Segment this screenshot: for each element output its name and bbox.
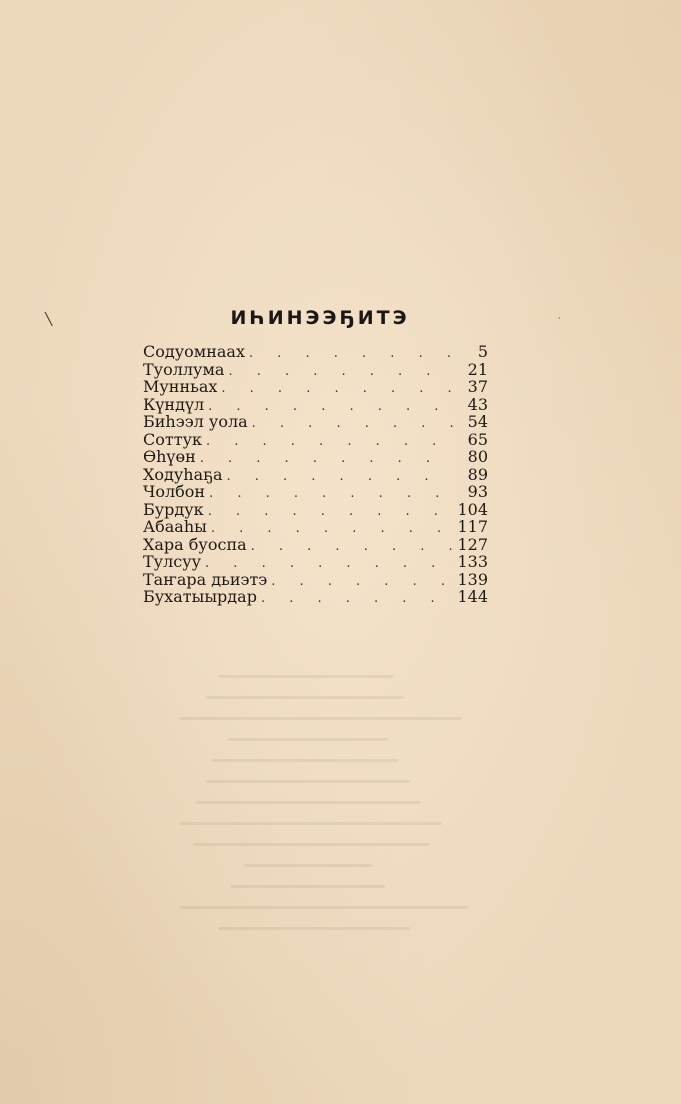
toc-entry bbox=[143, 536, 488, 554]
dot-leader bbox=[251, 538, 454, 556]
dot-leader bbox=[200, 450, 454, 468]
toc-entry-page: 37 bbox=[467, 377, 488, 396]
toc-entry-title: Абааһы bbox=[143, 517, 207, 536]
toc-entry-page: 89 bbox=[467, 464, 488, 484]
toc-entry-title: Тулсуу bbox=[143, 552, 202, 571]
toc-entry bbox=[143, 378, 488, 396]
dot-leader bbox=[252, 415, 454, 433]
toc-entry-page: 93 bbox=[467, 482, 488, 501]
toc-entry bbox=[143, 361, 488, 379]
toc-entry-title: Хара буоспа bbox=[143, 534, 247, 554]
dot-leader bbox=[209, 485, 454, 503]
toc-entry-page: 117 bbox=[457, 517, 488, 536]
toc-entry bbox=[143, 483, 488, 501]
toc-entry-title: Ходуһаҕа bbox=[143, 464, 223, 484]
toc-entry-title: Өһүөн bbox=[143, 447, 196, 466]
toc-entry-page: 21 bbox=[467, 359, 488, 379]
toc-entry bbox=[143, 448, 488, 466]
toc-entry-page: 43 bbox=[467, 394, 488, 414]
toc-entry bbox=[143, 553, 488, 571]
toc-entry bbox=[143, 501, 488, 519]
toc-entry bbox=[143, 431, 488, 449]
toc-entry-title: Соттук bbox=[143, 429, 202, 449]
toc-entry-page: 80 bbox=[467, 447, 488, 466]
toc-entry bbox=[143, 571, 488, 589]
toc-entry-title: Биһээл уола bbox=[143, 412, 248, 431]
dot-leader bbox=[271, 573, 454, 591]
toc-entry-page: 139 bbox=[457, 569, 488, 589]
toc-entry-title: Бухатыырдар bbox=[143, 587, 257, 606]
dot-leader bbox=[206, 433, 454, 451]
toc-entry-title: Мунньах bbox=[143, 377, 218, 396]
ink-speck: ╲ bbox=[45, 312, 53, 326]
toc-entry-title: Туоллума bbox=[143, 359, 225, 379]
toc-entry bbox=[143, 518, 488, 536]
toc-entry-title: Таҥара дьиэтэ bbox=[143, 569, 268, 589]
toc-entry bbox=[143, 396, 488, 414]
toc-entry-page: 65 bbox=[467, 429, 488, 449]
reverse-side-bleed bbox=[180, 675, 500, 1005]
toc-entry-title: Чолбон bbox=[143, 482, 206, 501]
dot-leader bbox=[227, 468, 455, 486]
toc-entry bbox=[143, 466, 488, 484]
toc-entry bbox=[143, 413, 488, 431]
toc-entry-title: Бурдук bbox=[143, 499, 204, 519]
toc-entry-page: 133 bbox=[457, 552, 488, 571]
ink-speck: · bbox=[558, 314, 561, 323]
dot-leader bbox=[228, 363, 454, 381]
dot-leader bbox=[249, 345, 454, 363]
toc-entry-title: Содуомнаах bbox=[143, 342, 245, 361]
toc-entry-page: 104 bbox=[457, 499, 488, 519]
dot-leader bbox=[261, 590, 454, 608]
toc-entry-page: 54 bbox=[467, 412, 488, 431]
dot-leader bbox=[208, 503, 454, 521]
toc-entry bbox=[143, 343, 488, 361]
page-title: ИҺИНЭЭҔИТЭ bbox=[230, 307, 410, 329]
toc-entry-page: 144 bbox=[457, 587, 488, 606]
toc-entry bbox=[143, 588, 488, 606]
toc-entry-page: 127 bbox=[457, 534, 488, 554]
toc-entry-title: Күндүл bbox=[143, 394, 205, 414]
toc-entry-page: 5 bbox=[477, 342, 488, 361]
table-of-contents bbox=[143, 343, 488, 606]
dot-leader bbox=[221, 380, 454, 398]
